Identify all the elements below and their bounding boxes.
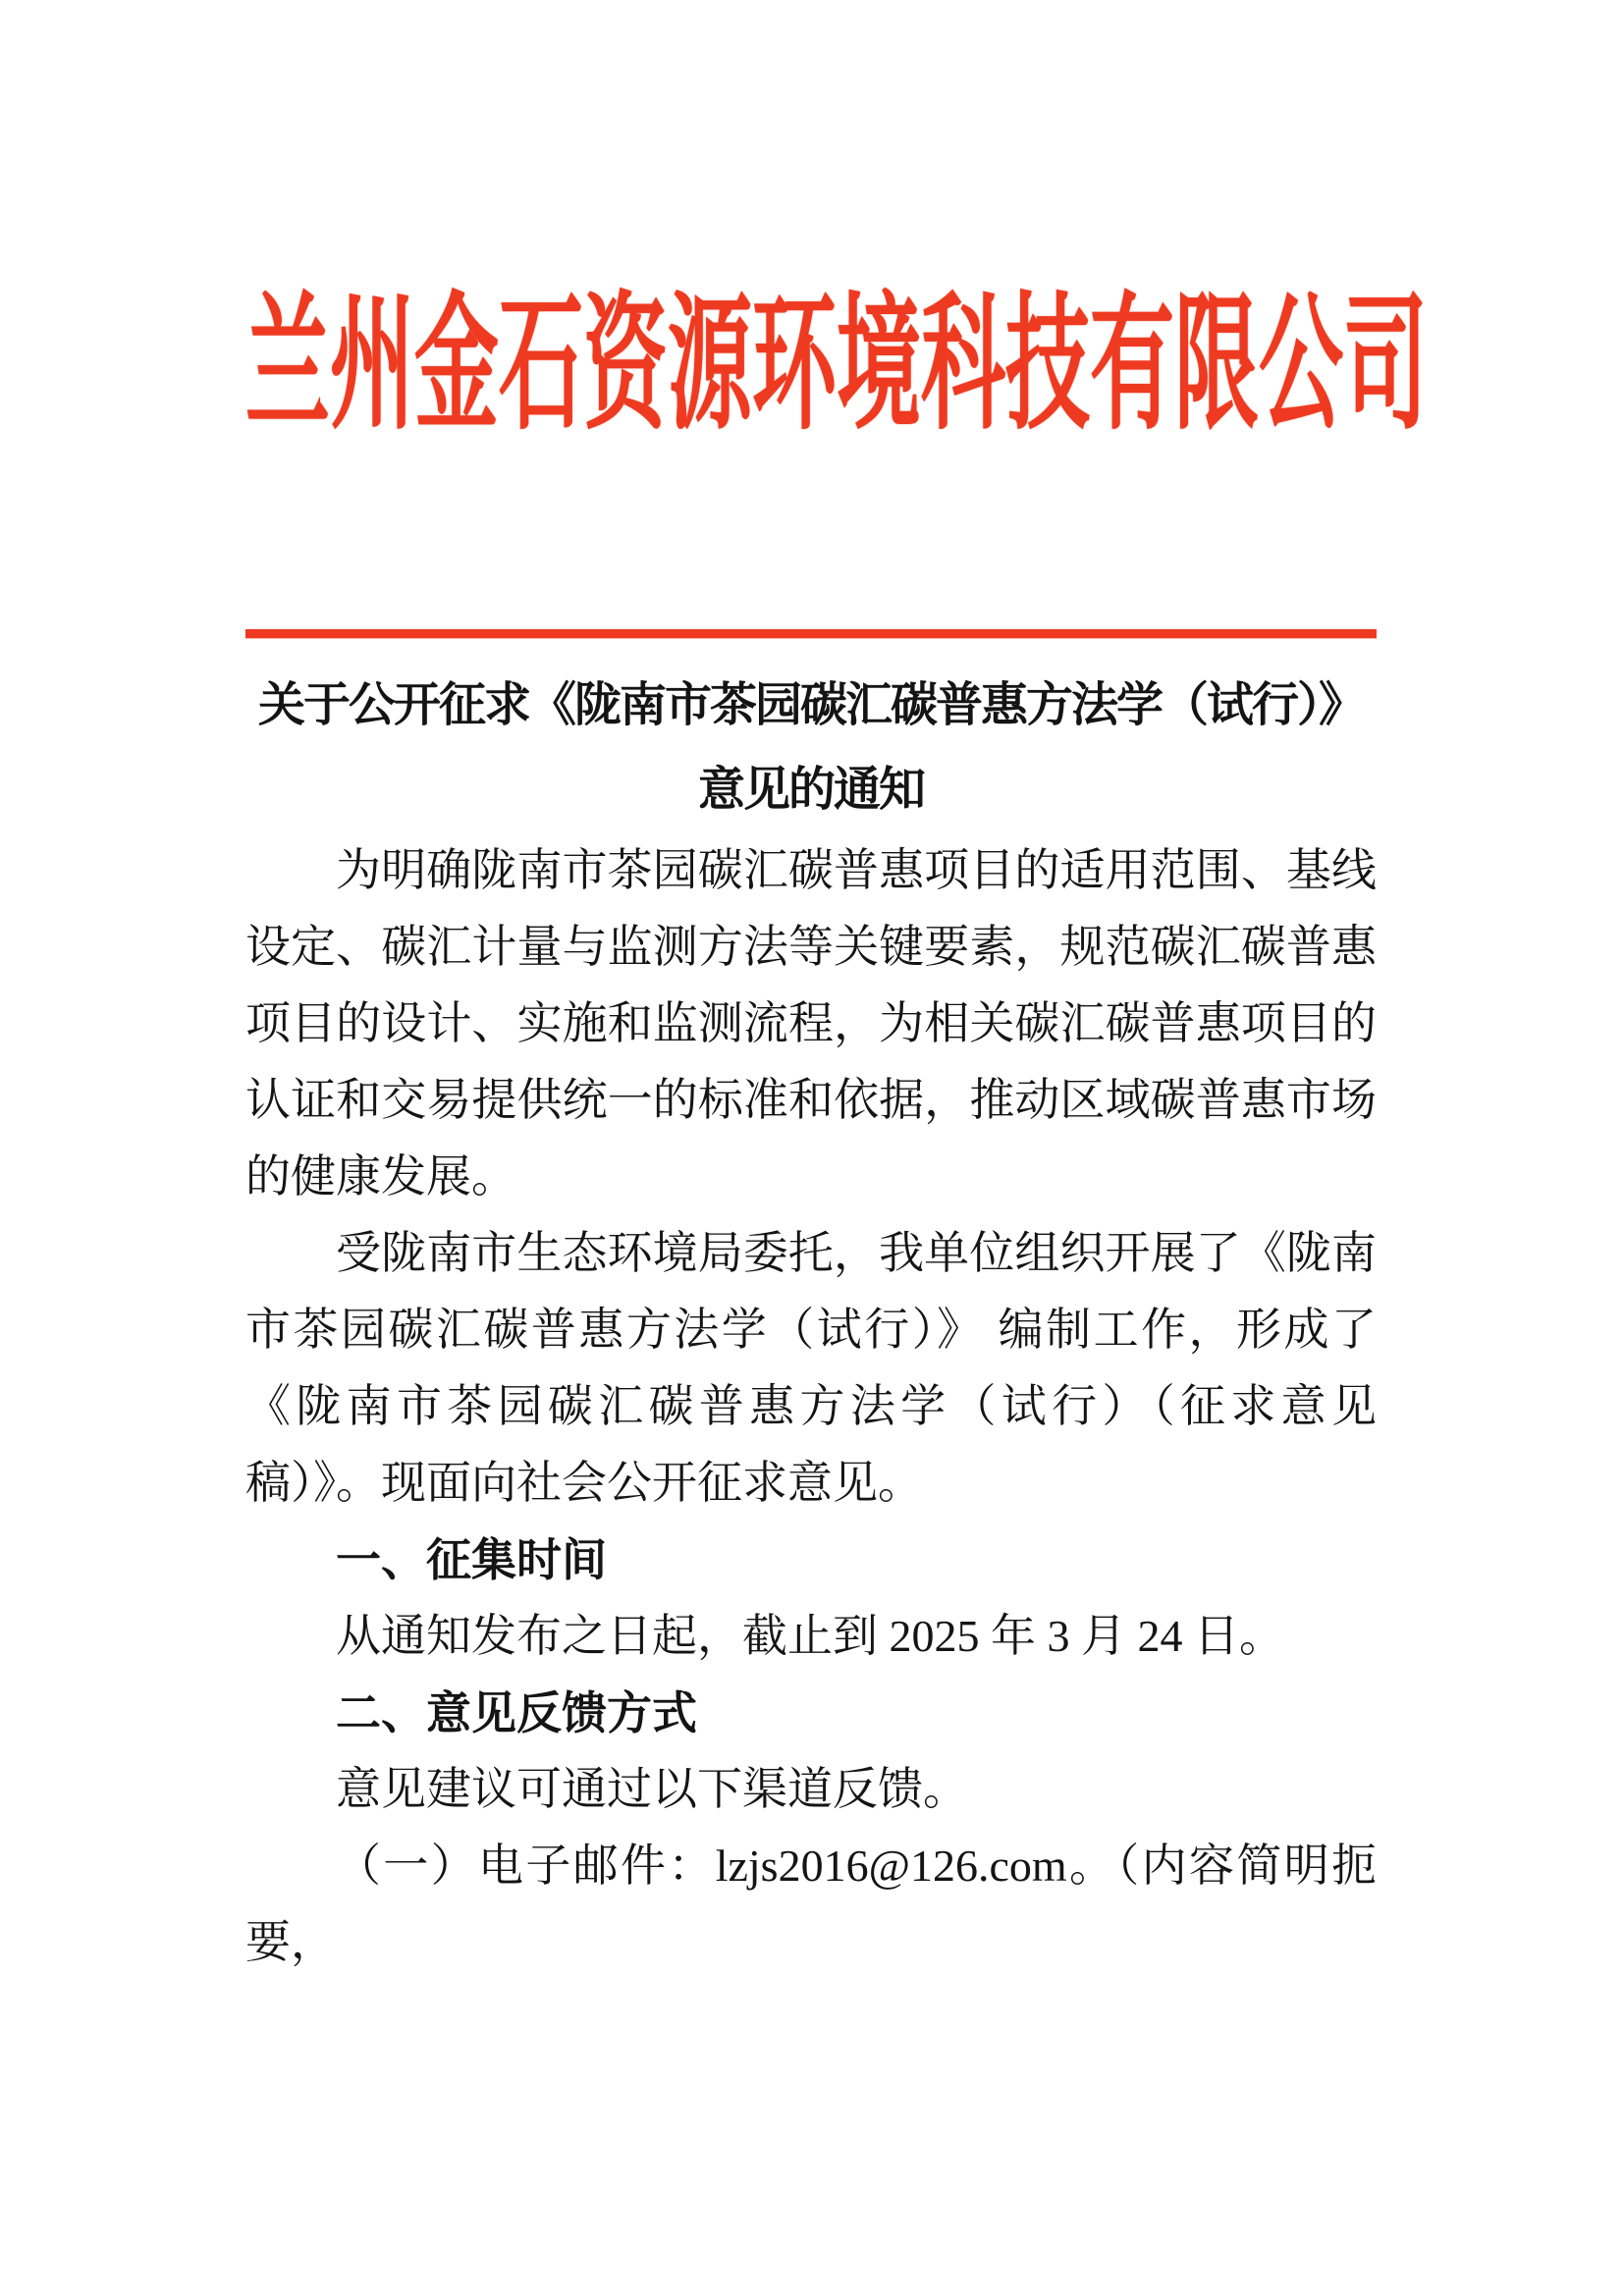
document-body — [245, 832, 1377, 1981]
section-heading-feedback-method: 二、意见反馈方式 — [336, 1687, 697, 1738]
section-heading-collection-period: 一、征集时间 — [336, 1534, 607, 1585]
body-paragraph-email-channel: （一）电子邮件：lzjs2016@126.com。（内容简明扼要， — [245, 1841, 1377, 1967]
letterhead-divider-rule — [245, 629, 1377, 638]
document-title-line-2: 意见的通知 — [697, 764, 924, 816]
document-title-line-1: 关于公开征求《陇南市茶园碳汇碳普惠方法学（试行）》 — [257, 679, 1364, 731]
body-paragraph-purpose: 为明确陇南市茶园碳汇碳普惠项目的适用范围、基线设定、碳汇计量与监测方法等关键要素，规范碳汇碳普惠项目的设计、实施和监测流程，为相关碳汇碳普惠项目的认证和交易提供统一的标准和依据，推动区域碳普惠市场的健康发展。 — [245, 845, 1377, 1201]
letterhead — [245, 283, 1428, 448]
company-name: 兰 州 金 石 资 源 环 境 科 技 有 限 公 司 — [245, 283, 1428, 448]
page-content — [245, 0, 1428, 1981]
body-paragraph-deadline: 从通知发布之日起，截止到 2025 年 3 月 24 日。 — [336, 1611, 1284, 1661]
body-paragraph-background: 受陇南市生态环境局委托，我单位组织开展了《陇南市茶园碳汇碳普惠方法学（试行）》 编制工作，形成了《陇南市茶园碳汇碳普惠方法学（试行）（征求意见稿）》。现面向社会公开征求意见。 — [245, 1228, 1377, 1508]
document-title — [245, 664, 1377, 832]
body-paragraph-feedback-intro: 意见建议可通过以下渠道反馈。 — [336, 1764, 968, 1814]
